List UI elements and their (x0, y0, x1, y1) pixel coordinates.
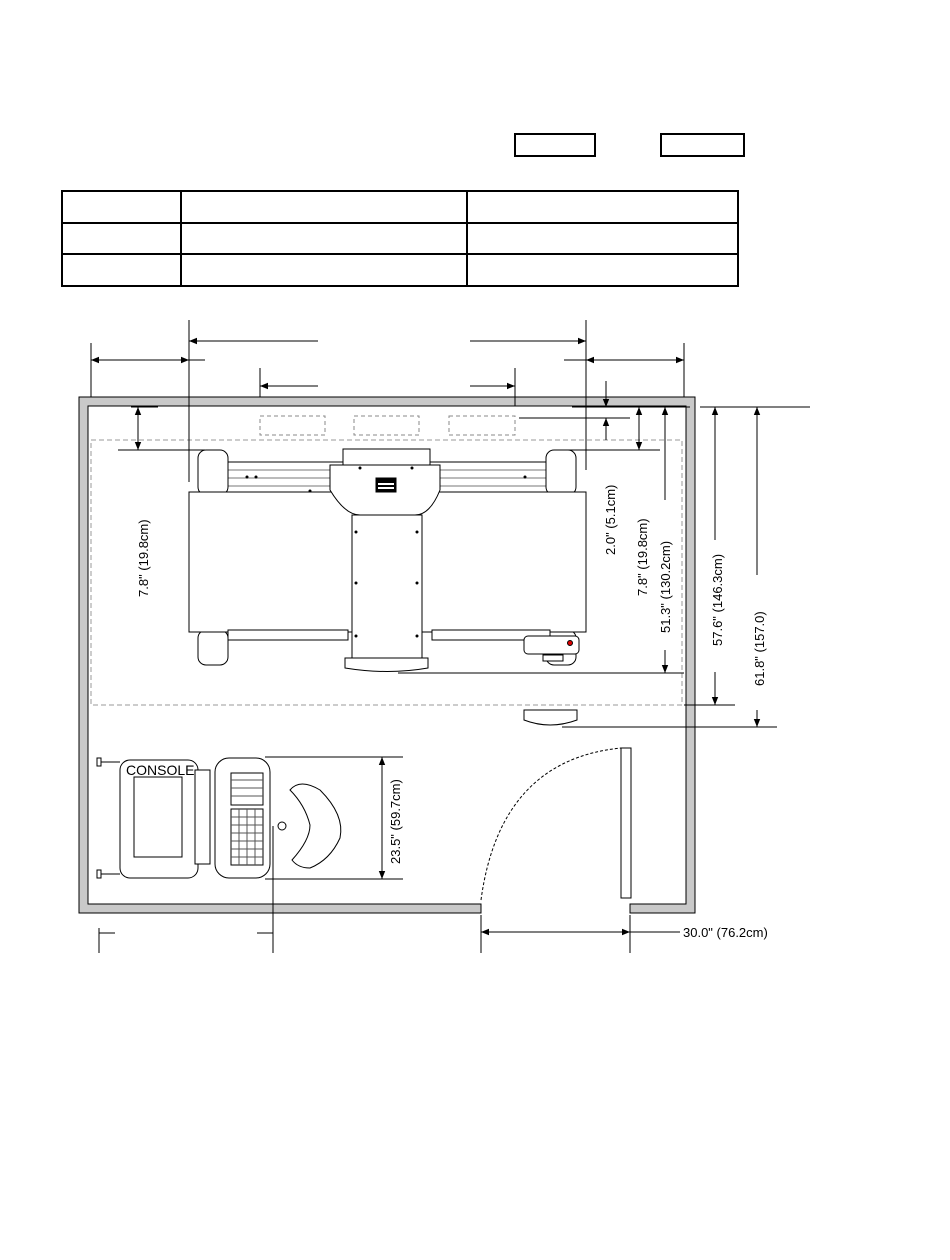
console-label: CONSOLE (126, 762, 195, 778)
chair (278, 784, 341, 868)
dim-door-width: 30.0" (76.2cm) (683, 925, 768, 940)
dashed-panels (260, 416, 515, 435)
dim-console-depth: 23.5" (59.7cm) (388, 779, 403, 864)
dim-left-clearance: 7.8" (19.8cm) (136, 519, 151, 597)
dim-depth-3: 61.8" (157.0) (752, 611, 767, 686)
machine (189, 449, 586, 672)
foot-pedal (524, 710, 577, 725)
dim-top-gap: 2.0" (5.1cm) (603, 484, 618, 555)
door (481, 748, 631, 900)
dim-right-clearance: 7.8" (19.8cm) (635, 518, 650, 596)
dim-depth-2: 57.6" (146.3cm) (710, 553, 725, 646)
dim-depth-1: 51.3" (130.2cm) (658, 540, 673, 633)
